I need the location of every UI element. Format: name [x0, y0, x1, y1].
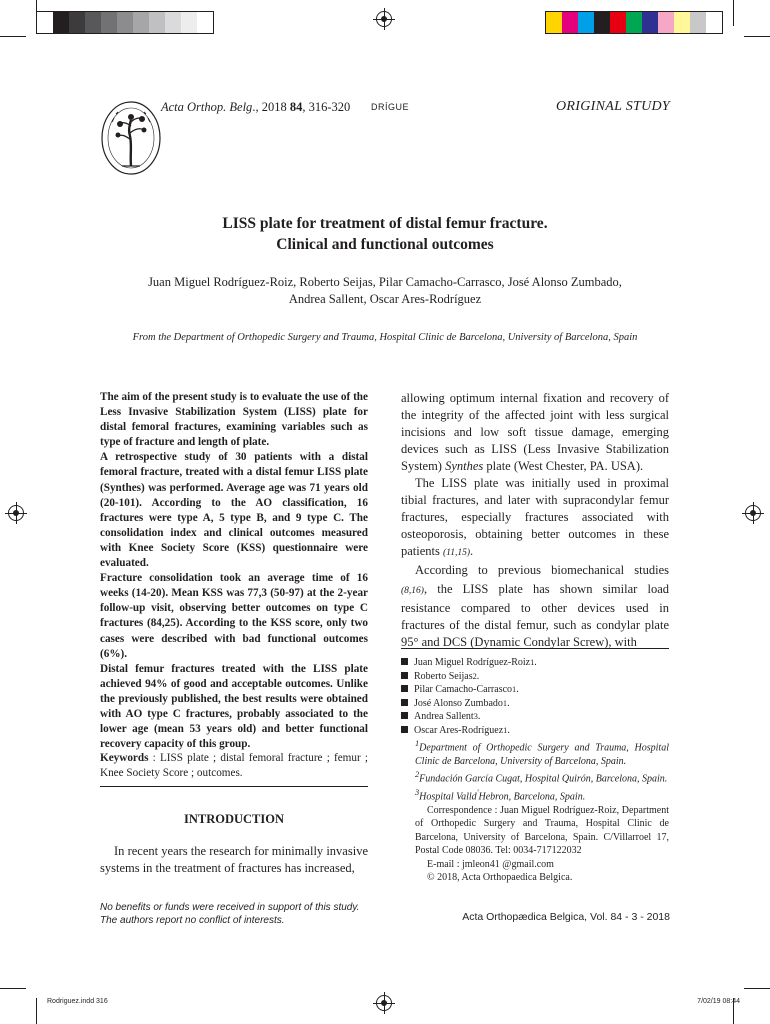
copyright: © 2018, Acta Orthopaedica Belgica. — [427, 872, 573, 884]
color-swatch — [562, 12, 578, 33]
gray-swatch — [117, 12, 133, 33]
affiliation-1: $^1$Department of Orthopedic Surgery and Trauma, Hospital Clinic de Barcelona, University of Barcelona, Spain. — [415, 739, 669, 767]
divider — [100, 786, 368, 787]
footnote-author: Oscar Ares-Rodríguez 1 . — [401, 724, 669, 738]
color-swatch — [674, 12, 690, 33]
crop-mark — [0, 36, 26, 37]
bullet-square-icon — [401, 658, 408, 665]
gray-swatch — [85, 12, 101, 33]
gray-swatch — [165, 12, 181, 33]
abstract: The aim of the present study is to evaluate the use of the Less Invasive Stabilization System (LISS) plate for distal femoral fractures, examining variables such as type of fracture and length of plate. A retrospective study of 30 patients with a distal femoral fracture, treated with a distal femur LISS plate (Synthes) was performed. Average age was 71 years old (20-101). According to the AO classification, 16 fractures were type A, 5 type B, and 9 type C. The consolidation index and clinical outcomes measured with Knee Society Score (KSS) questionnaire were evaluated. Fracture consolidation took an average time of 16 weeks (14-20). Mean KSS was 77,3 (50-97) at the 2-year follow-up visit, observing better outcomes on type C fractures (84,25). According to the KSS score, only two cases were described with bad functional outcomes (6%). Distal femur fractures treated with the LISS plate achieved 94% of good and acceptable outcomes. Unlike the previously published, the best results were obtained with AO type C fractures, probably associated to the lower age (mean 53 years old) and better functional recovery capacity of this group. — [100, 391, 368, 751]
gray-swatch — [69, 12, 85, 33]
section-heading-introduction: INTRODUCTION — [183, 812, 284, 826]
journal-footer: Acta Orthopædica Belgica, Vol. 84 - 3 - 2018 — [462, 911, 670, 923]
affiliation-2: $^2$Fundación García Cugat, Hospital Quirón, Barcelona, Spain. — [415, 770, 668, 785]
email-address[interactable]: E-mail : jmleon41 @gmail.com — [427, 858, 554, 870]
section-label: ORIGINAL STUDY — [555, 99, 670, 114]
gray-swatch — [133, 12, 149, 33]
footnote-author: José Alonso Zumbado 1 . — [401, 697, 669, 711]
footnote-divider — [401, 648, 669, 649]
crop-mark — [733, 0, 734, 26]
keywords: Keywords : LISS plate ; distal femoral fracture ; femur ; Knee Society Score ; outcomes. — [100, 752, 368, 780]
gray-swatch — [149, 12, 165, 33]
body-text: allowing optimum internal fixation and recovery of the integrity of the affected joint with less surgical incisions and low soft tissue damage, emerging devices such as LISS (Less Invasive Stabilization System) Synthes plate (West Chester, PA. USA). The LISS plate was initially used in proximal tibial fractures, and later with supracondylar femur fractures, especially fractures associated with osteoporosis, obtaining better outcomes in these patients (11,15). According to previous biomechanical studies (8,16), the LISS plate has shown similar load resistance compared to other devices used in fractures of the distal femur, such as condylar plate 95° and DCS (Dynamic Condylar Screw), with — [401, 391, 669, 649]
crop-mark — [36, 998, 37, 1024]
funding-statement: No benefits or funds were received in support of this study. The authors report no conflict of interests. — [100, 902, 360, 926]
department-affiliation: From the Department of Orthopedic Surgery and Trauma, Hospital Clinic de Barcelona, University of Barcelona, Spain — [132, 332, 638, 343]
footnote-author: Roberto Seijas 2 . — [401, 670, 669, 684]
color-swatch — [642, 12, 658, 33]
crop-mark — [36, 0, 37, 26]
citation-ref: (8,16) — [401, 586, 424, 596]
crop-mark — [744, 36, 770, 37]
crop-mark — [744, 988, 770, 989]
affiliation-3: $^3$Hospital Valld'Hebron, Barcelona, Spain. — [415, 788, 586, 803]
print-slug-date: 7/02/19 08:44 — [697, 998, 740, 1005]
gray-swatch — [181, 12, 197, 33]
color-swatch — [594, 12, 610, 33]
author-list: Juan Miguel Rodríguez-Roiz, Roberto Seijas, Pilar Camacho-Carrasco, José Alonso Zumbado, Andrea Sallent, Oscar Ares-Rodríguez — [148, 275, 622, 306]
color-swatch — [546, 12, 562, 33]
journal-citation: Acta Orthop. Belg., 2018 84, 316-320 — [161, 100, 351, 114]
color-swatch — [610, 12, 626, 33]
color-swatch — [706, 12, 722, 33]
registration-mark-right — [745, 505, 761, 521]
bullet-square-icon — [401, 699, 408, 706]
gray-swatch — [197, 12, 213, 33]
color-swatch — [658, 12, 674, 33]
footnote-author: Juan Miguel Rodríguez-Roiz 1 . — [401, 656, 669, 670]
footnote-author: Pilar Camacho-Carrasco 1 . — [401, 683, 669, 697]
crop-mark — [0, 988, 26, 989]
registration-mark-top — [376, 11, 392, 27]
journal-seal-logo — [100, 100, 162, 176]
article-title: LISS plate for treatment of distal femur fracture. Clinical and functional outcomes — [222, 215, 548, 253]
color-swatch — [626, 12, 642, 33]
introduction-text: In recent years the research for minimally invasive systems in the treatment of fractures has increased, — [100, 844, 368, 875]
process-color-bar — [545, 11, 723, 34]
gray-swatch — [101, 12, 117, 33]
bullet-square-icon — [401, 726, 408, 733]
citation-ref: (11,15) — [443, 548, 471, 558]
grayscale-color-bar — [36, 11, 214, 34]
bullet-square-icon — [401, 685, 408, 692]
print-slug-file: Rodriguez.indd 316 — [47, 998, 108, 1005]
color-swatch — [690, 12, 706, 33]
registration-mark-left — [8, 505, 24, 521]
running-head: DRÍGUE — [371, 102, 410, 112]
gray-swatch — [37, 12, 53, 33]
footnote-author: Andrea Sallent 3 . — [401, 710, 669, 724]
bullet-square-icon — [401, 672, 408, 679]
registration-mark-bottom — [376, 995, 392, 1011]
color-swatch — [578, 12, 594, 33]
gray-swatch — [53, 12, 69, 33]
correspondence: Correspondence : Juan Miguel Rodríguez-Roiz, Department of Orthopedic Surgery and Trauma, Hospital Clinic de Barcelona, University of Barcelona, Spain. C/Villarroel 17, Postal Code 08036. Tel: 0034-717122032 — [415, 804, 669, 857]
bullet-square-icon — [401, 712, 408, 719]
author-footnotes — [401, 656, 669, 885]
